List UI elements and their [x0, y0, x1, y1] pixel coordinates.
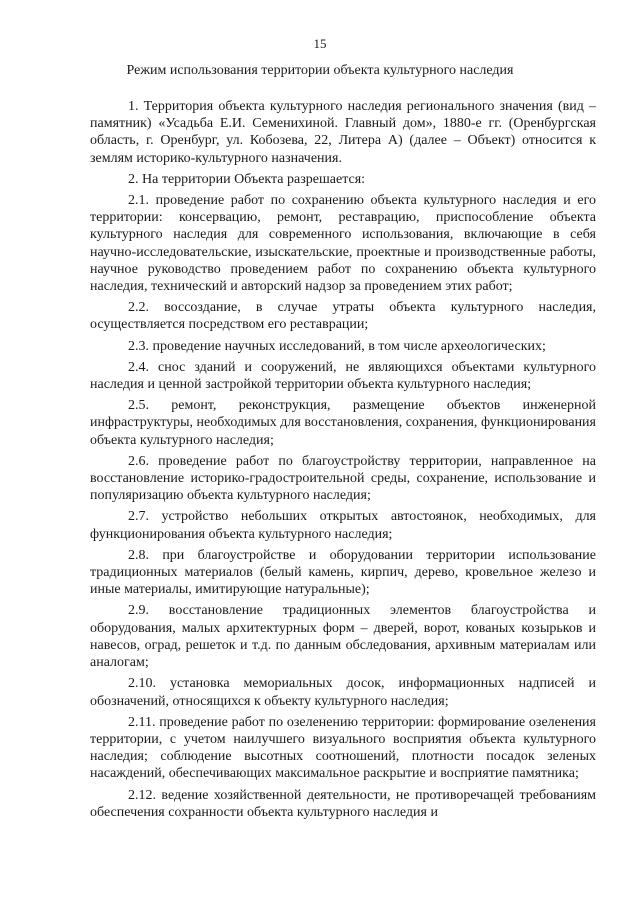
- paragraph-2-10: 2.10. установка мемориальных досок, информационных надписей и обозначений, относящихся к объекту культурного наследия;: [90, 676, 596, 709]
- section-heading: Режим использования территории объекта культурного наследия: [126, 63, 514, 78]
- paragraph-2-12: 2.12. ведение хозяйственной деятельности, не противоречащей требованиям обеспечения сохранности объекта культурного наследия и: [90, 787, 596, 820]
- paragraph-1: 1. Территория объекта культурного наследия регионального значения (вид – памятник) «Усадьба Е.И. Семенихиной. Главный дом», 1880-е гг. (Оренбургская область, г. Оренбург, ул. Кобозева, 22, Литера А) (далее – Объект) относится к землям историко-культурного назначения.: [90, 99, 596, 166]
- page-number: 15: [313, 36, 327, 51]
- paragraph-2-1: 2.1. проведение работ по сохранению объекта культурного наследия и его территории: консервацию, ремонт, реставрацию, приспособление объекта культурного наследия для современного использования, включающие в себя научно-исследовательские, изыскательские, проектные и производственные работы, научное руководство проведением работ по сохранению объекта культурного наследия, технический и авторский надзор за проведением этих работ;: [90, 193, 596, 295]
- paragraph-2-6: 2.6. проведение работ по благоустройству территории, направленное на восстановление историко-градостроительной среды, сохранение, использование и популяризацию объекта культурного наследия;: [90, 453, 596, 504]
- paragraph-2-8: 2.8. при благоустройстве и оборудовании территории использование традиционных материалов (белый камень, кирпич, дерево, кровельное железо и иные материалы, имитирующие натуральные);: [90, 547, 596, 598]
- paragraph-2-7: 2.7. устройство небольших открытых автостоянок, необходимых, для функционирования объекта культурного наследия;: [90, 509, 596, 542]
- paragraph-2-11: 2.11. проведение работ по озеленению территории: формирование озеленения территории, с учетом наилучшего визуального восприятия объекта культурного наследия; соблюдение высотных соотношений, плотности посадок зеленых насаждений, обеспечивающих максимальное раскрытие и восприятие памятника;: [90, 714, 596, 782]
- paragraph-2-9: 2.9. восстановление традиционных элементов благоустройства и оборудования, малых архитектурных форм – дверей, ворот, кованых козырьков и навесов, оград, решеток и т.д. по данным обследования, архивным материалам или аналогам;: [90, 603, 596, 671]
- paragraph-2-2: 2.2. воссоздание, в случае утраты объекта культурного наследия, осуществляется посредством его реставрации;: [90, 300, 596, 333]
- paragraph-2-5: 2.5. ремонт, реконструкция, размещение объектов инженерной инфраструктуры, необходимых для восстановления, сохранения, функционирования объекта культурного наследия;: [90, 398, 596, 448]
- document-body: [90, 98, 596, 825]
- paragraph-2-4: 2.4. снос зданий и сооружений, не являющихся объектами культурного наследия и ценной застройкой территории объекта культурного наследия;: [90, 359, 596, 393]
- paragraph-2: 2. На территории Объекта разрешается:: [128, 171, 366, 187]
- paragraph-2-3: 2.3. проведение научных исследований, в том числе археологических;: [128, 338, 546, 354]
